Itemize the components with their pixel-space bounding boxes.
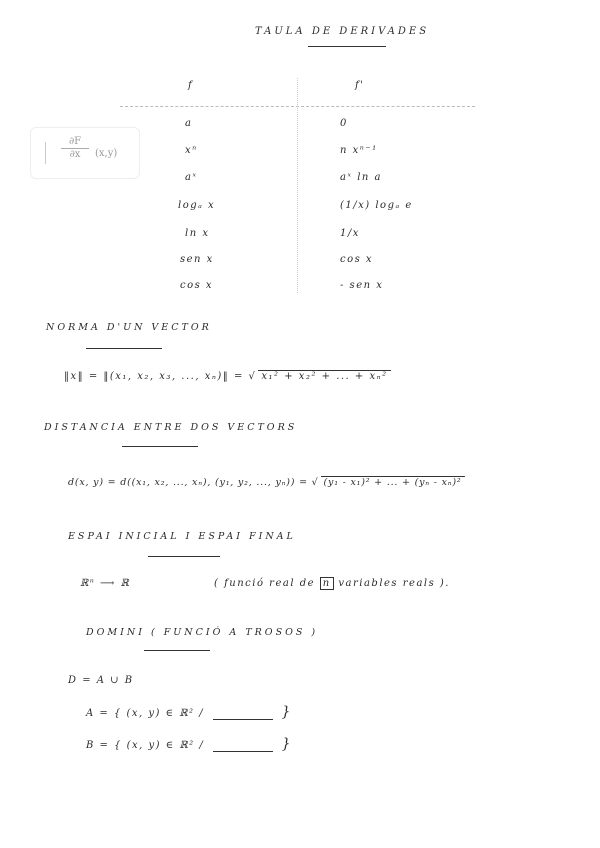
partial-derivative-fraction: [61, 136, 89, 160]
fraction-numerator: ∂F: [61, 136, 89, 149]
section-heading-domini: DOMINI ( FUNCIÓ A TROSOS ): [86, 627, 319, 638]
section-heading-distancia: DISTANCIA ENTRE DOS VECTORS: [44, 422, 298, 433]
section-heading-norma: NORMA D'UN VECTOR: [46, 322, 212, 333]
table-row: [0, 228, 600, 246]
mapping-note-post: variables reals ).: [338, 578, 450, 589]
set-a-close-brace: }: [281, 704, 292, 720]
set-b-close-brace: }: [281, 736, 292, 752]
heading-underline: [144, 650, 210, 651]
distance-formula-lhs: d(x, y) = d((x₁, x₂, ..., xₙ), (y₁, y₂, ..., yₙ)) =: [68, 477, 308, 488]
column-header-f-prime: f': [355, 80, 365, 91]
section-heading-espai: ESPAI INICIAL I ESPAI FINAL: [68, 531, 296, 542]
heading-underline: [148, 556, 220, 557]
function-cell: aˣ: [185, 172, 198, 183]
page-title: TAULA DE DERIVADES: [255, 26, 430, 37]
margin-note: [30, 127, 140, 179]
norm-formula-lhs: ‖x‖ = ‖(x₁, x₂, x₃, ..., xₙ)‖ =: [64, 371, 244, 382]
table-row: [0, 254, 600, 272]
table-row: [0, 280, 600, 298]
derivative-cell: cos x: [340, 254, 374, 265]
fraction-arguments: (x,y): [95, 148, 118, 159]
derivative-cell: n xⁿ⁻¹: [340, 145, 378, 156]
mapping-note-boxed-n: n: [320, 577, 334, 590]
title-underline: [308, 46, 386, 47]
derivative-cell: - sen x: [340, 280, 384, 291]
table-row: [0, 200, 600, 218]
mapping-note-pre: ( funció real de: [214, 578, 316, 589]
mapping-note: [214, 578, 450, 589]
set-b-blank: [213, 741, 273, 752]
function-cell: ln x: [185, 228, 210, 239]
derivative-cell: 0: [340, 118, 348, 129]
set-a-text: A = { (x, y) ∈ ℝ² /: [86, 708, 205, 719]
function-cell: logₐ x: [178, 200, 216, 211]
margin-note-bar: [45, 142, 46, 164]
function-cell: xⁿ: [185, 145, 198, 156]
function-cell: cos x: [180, 280, 214, 291]
set-b-text: B = { (x, y) ∈ ℝ² /: [86, 740, 205, 751]
heading-underline: [86, 348, 162, 349]
set-a-blank: [213, 709, 273, 720]
norm-formula: ‖x‖ = ‖(x₁, x₂, x₃, ..., xₙ)‖ = √ x₁² + x₂² + ... + xₙ²: [64, 370, 391, 382]
function-cell: a: [185, 118, 193, 129]
distance-formula: d(x, y) = d((x₁, x₂, ..., xₙ), (y₁, y₂, ..., yₙ)) = √ (y₁ - x₁)² + ... + (yₙ - xₙ)²: [68, 476, 465, 488]
domain-union-line: D = A ∪ B: [68, 675, 134, 686]
heading-underline: [122, 446, 198, 447]
derivative-cell: (1/x) logₐ e: [340, 200, 413, 211]
distance-formula-root: (y₁ - x₁)² + ... + (yₙ - xₙ)²: [321, 476, 465, 488]
column-header-f: f: [188, 80, 194, 91]
set-b-definition: [86, 736, 292, 752]
function-cell: sen x: [180, 254, 214, 265]
fraction-denominator: ∂x: [69, 149, 81, 160]
set-a-definition: [86, 704, 292, 720]
norm-formula-root: x₁² + x₂² + ... + xₙ²: [258, 370, 390, 382]
derivative-cell: aˣ ln a: [340, 172, 382, 183]
derivative-cell: 1/x: [340, 228, 360, 239]
mapping-formula: ℝⁿ ⟶ ℝ: [80, 578, 131, 589]
